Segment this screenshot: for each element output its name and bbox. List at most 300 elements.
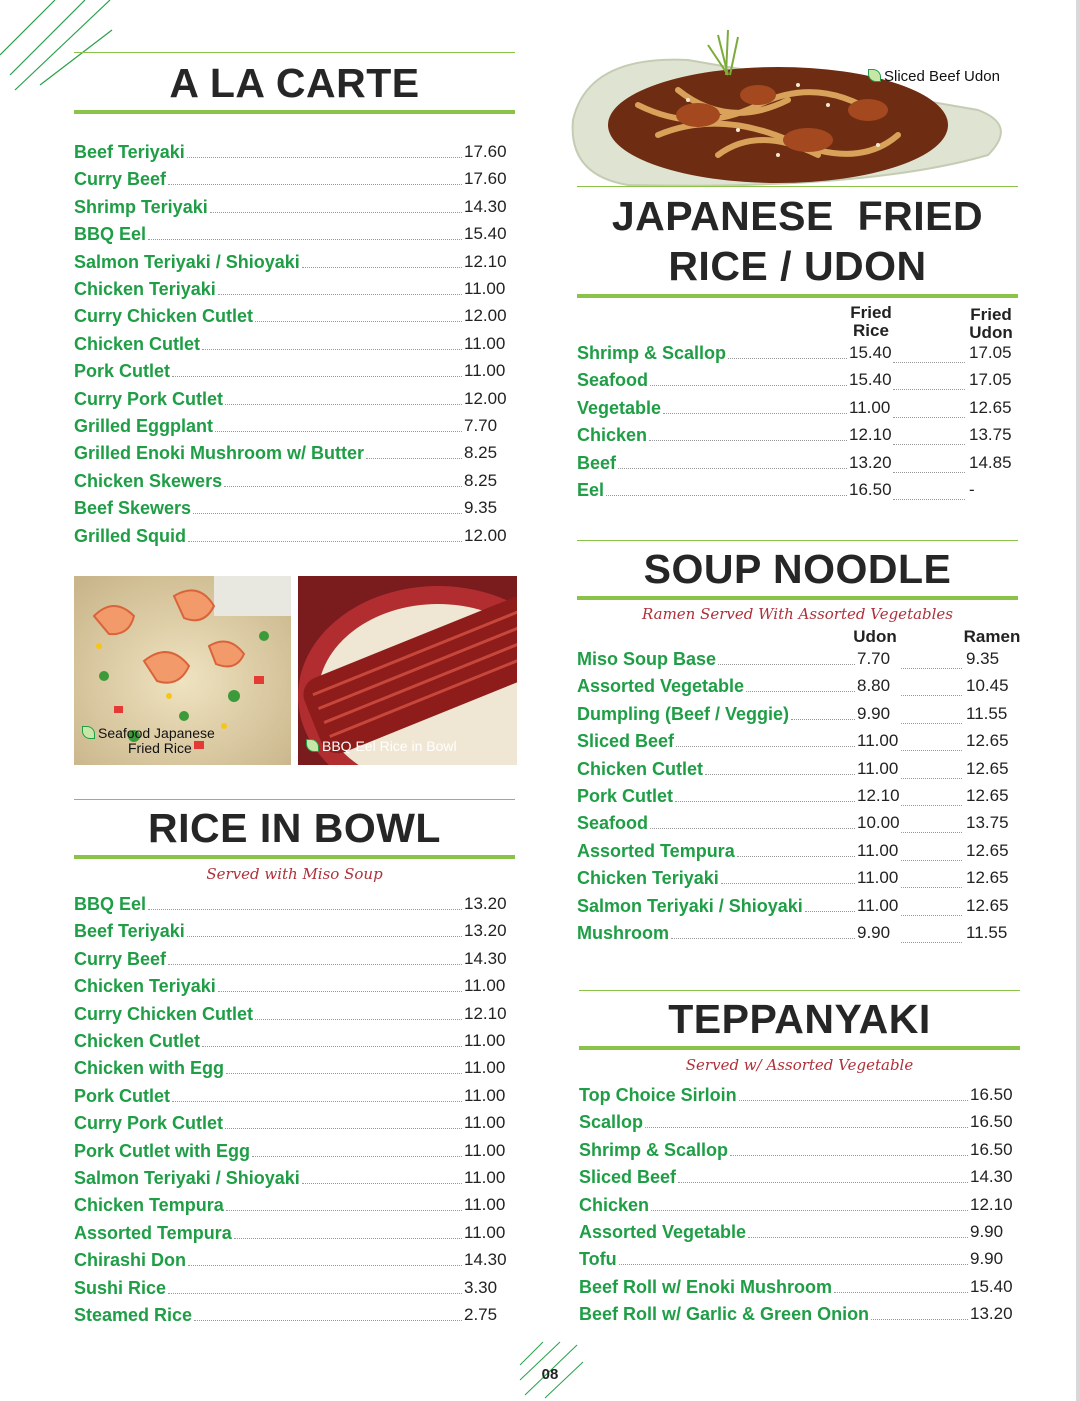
- section-subtitle: Ramen Served With Assorted Vegetables: [641, 605, 954, 624]
- menu-item-price: 14.30: [970, 1167, 1013, 1187]
- menu-item-price: 11.00: [464, 1031, 506, 1050]
- menu-item-name: Chicken Tempura: [74, 1195, 224, 1216]
- menu-item: [577, 370, 1018, 396]
- menu-item-name: Vegetable: [577, 397, 662, 418]
- menu-item: [577, 343, 1018, 369]
- section-top-rule: [74, 799, 515, 800]
- dot-leader: [606, 495, 847, 496]
- menu-item-name: Sushi Rice: [74, 1277, 167, 1298]
- dot-leader: [721, 883, 855, 884]
- section-top-rule: [74, 52, 515, 53]
- menu-item-name: Beef Skewers: [74, 498, 192, 519]
- menu-item-name: Chicken Cutlet: [74, 1031, 201, 1051]
- menu-item-price: 12.65: [966, 868, 1009, 888]
- dot-leader: [893, 362, 965, 363]
- menu-item: [577, 731, 1018, 757]
- section-title: SOUP NOODLE: [643, 546, 952, 592]
- menu-item-name: Beef Teriyaki: [74, 142, 185, 162]
- menu-item-price: 12.65: [966, 731, 1009, 751]
- menu-item: [74, 1168, 515, 1194]
- menu-item-name: Grilled Squid: [74, 525, 187, 546]
- menu-item-name: Salmon Teriyaki / Shioyaki: [74, 1168, 300, 1188]
- fried-rice-udon-section: [577, 186, 1018, 516]
- menu-item-price: 11.00: [464, 333, 506, 353]
- section-top-rule: [579, 990, 1020, 991]
- menu-item-price: 11.55: [966, 923, 1008, 942]
- menu-item: [74, 224, 515, 250]
- menu-item-name: BBQ Eel: [74, 894, 147, 914]
- menu-item: [74, 1223, 515, 1249]
- photo-caption: [868, 69, 1000, 84]
- dot-leader: [187, 936, 462, 937]
- dot-leader: [901, 832, 962, 833]
- menu-item: [74, 526, 515, 552]
- section-title: TEPPANYAKI: [668, 996, 931, 1042]
- dot-leader: [893, 417, 965, 418]
- dot-leader: [901, 887, 962, 888]
- rice-in-bowl-section: [74, 799, 515, 1339]
- menu-item: [74, 976, 515, 1002]
- title-line: RICE / UDON: [668, 243, 927, 289]
- menu-item-name: Chicken Skewers: [74, 470, 223, 491]
- dot-leader: [901, 695, 962, 696]
- menu-item-name: Scallop: [579, 1112, 644, 1133]
- menu-item-name: Shrimp & Scallop: [579, 1139, 729, 1160]
- menu-item-price: 16.50: [970, 1112, 1013, 1132]
- menu-item-price: 16.50: [970, 1085, 1013, 1104]
- menu-item-price: 12.10: [464, 1003, 507, 1023]
- title-line: JAPANESE FRIED: [611, 193, 984, 239]
- dot-leader: [187, 157, 462, 158]
- menu-item-price: 16.50: [970, 1139, 1013, 1159]
- udon-illustration: [568, 15, 1018, 187]
- menu-item-name: Assorted Tempura: [74, 1222, 232, 1243]
- dot-leader: [871, 1319, 968, 1320]
- photo-caption: [306, 739, 457, 754]
- dot-leader: [718, 664, 855, 665]
- menu-item-name: Curry Beef: [74, 169, 167, 190]
- menu-item: [579, 1140, 1020, 1166]
- dot-leader: [748, 1237, 968, 1238]
- menu-item-name: Chicken Teriyaki: [577, 868, 719, 889]
- dot-leader: [893, 389, 965, 390]
- menu-item: [577, 896, 1018, 922]
- menu-item-price: 9.90: [970, 1222, 1004, 1241]
- dot-leader: [168, 1293, 462, 1294]
- menu-item-price: -: [969, 480, 975, 499]
- menu-item-price: 17.05: [969, 370, 1012, 390]
- menu-item: [74, 1141, 515, 1167]
- menu-item: [74, 334, 515, 360]
- menu-item: [74, 197, 515, 223]
- menu-item-price: 11.55: [966, 703, 1008, 723]
- menu-item-price: 15.40: [849, 370, 892, 390]
- menu-item: [577, 759, 1018, 785]
- page-number: 08: [541, 1366, 559, 1383]
- dot-leader: [302, 1183, 462, 1184]
- menu-item-price: 17.05: [969, 343, 1012, 362]
- menu-item: [579, 1195, 1020, 1221]
- column-header-fried-udon: [961, 306, 1021, 342]
- menu-item-name: BBQ Eel: [74, 224, 147, 245]
- menu-item: [577, 480, 1018, 506]
- menu-item-name: Shrimp & Scallop: [577, 343, 727, 363]
- menu-item-price: 9.90: [857, 703, 891, 723]
- caption-line: Seafood Japanese: [98, 725, 215, 741]
- menu-item: [74, 949, 515, 975]
- dot-leader: [893, 472, 965, 473]
- menu-item-name: Eel: [577, 480, 605, 500]
- dot-leader: [791, 719, 855, 720]
- menu-item-price: 12.10: [857, 786, 900, 805]
- menu-item-name: Seafood: [577, 813, 649, 834]
- dot-leader: [202, 349, 462, 350]
- section-bottom-rule: [577, 596, 1018, 600]
- menu-item-price: 8.25: [464, 470, 498, 490]
- dot-leader: [893, 444, 965, 445]
- page-edge-shadow: [1076, 0, 1080, 1401]
- menu-item: [74, 252, 515, 278]
- menu-item-price: 13.75: [969, 425, 1012, 445]
- menu-item-price: 11.00: [464, 1058, 506, 1078]
- menu-item: [74, 1250, 515, 1276]
- dot-leader: [675, 801, 855, 802]
- menu-item-name: Curry Chicken Cutlet: [74, 306, 254, 327]
- menu-item-price: 14.85: [969, 452, 1012, 472]
- menu-item-price: 13.20: [970, 1304, 1013, 1324]
- dot-leader: [202, 1046, 462, 1047]
- menu-item: [74, 416, 515, 442]
- section-bottom-rule: [74, 110, 515, 114]
- section-bottom-rule: [74, 855, 515, 859]
- menu-item-price: 17.60: [464, 169, 507, 189]
- header-line: Rice: [853, 321, 889, 340]
- dot-leader: [728, 358, 847, 359]
- menu-item-name: Pork Cutlet: [74, 1085, 171, 1106]
- dot-leader: [172, 1101, 462, 1102]
- dot-leader: [705, 774, 855, 775]
- section-title: A LA CARTE: [169, 60, 420, 106]
- menu-item-name: Sliced Beef: [579, 1167, 677, 1188]
- menu-item-price: 11.00: [464, 1140, 506, 1160]
- dot-leader: [366, 458, 462, 459]
- dot-leader: [168, 964, 462, 965]
- menu-item-price: 8.25: [464, 443, 498, 463]
- menu-item-price: 12.10: [970, 1194, 1013, 1214]
- menu-item-name: Assorted Vegetable: [577, 676, 745, 697]
- menu-item: [579, 1085, 1020, 1111]
- section-title: [577, 191, 1018, 291]
- dot-leader: [901, 942, 962, 943]
- dot-leader: [645, 1127, 968, 1128]
- menu-item: [577, 841, 1018, 867]
- menu-item: [74, 1086, 515, 1112]
- menu-item-price: 12.00: [464, 306, 507, 326]
- menu-item-price: 9.90: [857, 923, 891, 942]
- menu-item-name: Chirashi Don: [74, 1250, 187, 1271]
- teppanyaki-section: [579, 990, 1020, 1335]
- menu-item-name: Chicken Cutlet: [577, 758, 704, 779]
- menu-item: [74, 443, 515, 469]
- section-subtitle: Served with Miso Soup: [206, 865, 383, 884]
- menu-item-name: Chicken with Egg: [74, 1058, 225, 1079]
- menu-item: [74, 1305, 515, 1331]
- menu-item-price: 8.80: [857, 676, 891, 696]
- column-header-fried-rice: [841, 304, 901, 340]
- menu-item-name: Salmon Teriyaki / Shioyaki: [74, 251, 300, 272]
- dot-leader: [650, 385, 847, 386]
- menu-item-name: Pork Cutlet with Egg: [74, 1140, 251, 1161]
- caption-line: BBQ Eel Rice in Bowl: [322, 738, 457, 754]
- menu-item-name: Curry Pork Cutlet: [74, 1113, 224, 1134]
- dot-leader: [218, 991, 462, 992]
- menu-item-price: 12.10: [464, 251, 507, 271]
- dot-leader: [901, 750, 962, 751]
- dot-leader: [225, 1128, 462, 1129]
- menu-item-price: 11.00: [464, 1113, 506, 1133]
- dot-leader: [252, 1156, 462, 1157]
- dot-leader: [226, 1073, 462, 1074]
- dot-leader: [739, 1100, 968, 1101]
- dot-leader: [168, 184, 462, 185]
- soup-noodle-section: [577, 540, 1021, 950]
- menu-item-price: 3.30: [464, 1277, 498, 1297]
- menu-item-price: 11.00: [464, 1222, 506, 1242]
- fried-rice-photo: [74, 576, 291, 765]
- menu-item-price: 12.10: [849, 425, 892, 445]
- dot-leader: [901, 805, 962, 806]
- menu-item: [74, 498, 515, 524]
- menu-item-price: 11.00: [857, 840, 899, 860]
- menu-item-name: Top Choice Sirloin: [579, 1085, 737, 1105]
- menu-item-name: Mushroom: [577, 923, 669, 943]
- dot-leader: [215, 431, 462, 432]
- dot-leader: [225, 404, 462, 405]
- dot-leader: [746, 691, 855, 692]
- menu-item: [577, 398, 1018, 424]
- dot-leader: [148, 909, 462, 910]
- header-line: Fried: [850, 303, 892, 322]
- menu-item-price: 12.65: [966, 840, 1009, 860]
- menu-item: [577, 868, 1018, 894]
- menu-item-name: Grilled Enoki Mushroom w/ Butter: [74, 443, 365, 464]
- menu-item-name: Assorted Tempura: [577, 840, 735, 861]
- dot-leader: [148, 239, 462, 240]
- menu-item: [74, 306, 515, 332]
- menu-item-name: Pork Cutlet: [577, 786, 674, 806]
- menu-item: [74, 1031, 515, 1057]
- menu-item-price: 15.40: [849, 343, 892, 362]
- menu-item-name: Curry Pork Cutlet: [74, 388, 224, 409]
- dot-leader: [210, 212, 462, 213]
- menu-item-price: 15.40: [970, 1276, 1013, 1296]
- dot-leader: [172, 376, 462, 377]
- menu-item: [577, 425, 1018, 451]
- menu-item: [577, 704, 1018, 730]
- menu-item: [579, 1222, 1020, 1248]
- dot-leader: [730, 1155, 968, 1156]
- menu-item-price: 2.75: [464, 1305, 498, 1324]
- menu-item-price: 9.35: [464, 498, 498, 518]
- menu-item: [579, 1304, 1020, 1330]
- menu-item: [577, 923, 1018, 949]
- menu-item: [579, 1249, 1020, 1275]
- bbq-eel-illustration: [298, 576, 517, 765]
- leaf-icon: [868, 69, 881, 82]
- dot-leader: [893, 499, 965, 500]
- menu-item-price: 13.75: [966, 813, 1009, 833]
- dot-leader: [834, 1292, 968, 1293]
- menu-item-price: 11.00: [464, 1085, 506, 1105]
- menu-item-price: 9.35: [966, 649, 1000, 668]
- menu-item: [74, 1278, 515, 1304]
- column-header-ramen: Ramen: [963, 627, 1021, 646]
- menu-item-price: 11.00: [857, 758, 899, 778]
- menu-item-name: Sliced Beef: [577, 731, 675, 752]
- menu-item: [74, 1058, 515, 1084]
- menu-item: [74, 894, 515, 920]
- menu-item-name: Grilled Eggplant: [74, 416, 214, 436]
- dot-leader: [188, 1265, 462, 1266]
- dot-leader: [737, 856, 855, 857]
- dot-leader: [193, 513, 462, 514]
- menu-item-price: 11.00: [857, 895, 899, 915]
- menu-item: [577, 649, 1018, 675]
- menu-item-price: 10.45: [966, 676, 1009, 696]
- menu-item-price: 10.00: [857, 813, 900, 833]
- menu-item-name: Chicken Teriyaki: [74, 976, 216, 997]
- menu-item: [74, 389, 515, 415]
- menu-item-name: Beef: [577, 452, 617, 473]
- menu-item-price: 12.00: [464, 388, 507, 408]
- menu-item-price: 11.00: [464, 1168, 506, 1187]
- menu-item-price: 11.00: [857, 868, 899, 888]
- menu-item: [579, 1167, 1020, 1193]
- dot-leader: [255, 321, 462, 322]
- menu-item: [74, 279, 515, 305]
- dot-leader: [650, 828, 855, 829]
- section-top-rule: [577, 186, 1018, 187]
- dot-leader: [302, 267, 462, 268]
- dot-leader: [651, 1210, 968, 1211]
- menu-item-price: 7.70: [857, 649, 891, 668]
- dot-leader: [218, 294, 462, 295]
- menu-item: [577, 453, 1018, 479]
- dot-leader: [901, 723, 962, 724]
- menu-item-price: 13.20: [464, 894, 507, 913]
- menu-item: [579, 1112, 1020, 1138]
- section-bottom-rule: [577, 294, 1018, 298]
- menu-item-price: 16.50: [849, 480, 892, 499]
- menu-item: [74, 1113, 515, 1139]
- menu-item-price: 11.00: [464, 976, 506, 996]
- section-top-rule: [577, 540, 1018, 541]
- menu-item-price: 9.90: [970, 1249, 1004, 1269]
- menu-item-price: 13.20: [849, 452, 892, 472]
- column-header-udon: Udon: [853, 627, 897, 646]
- dot-leader: [649, 440, 847, 441]
- menu-item: [74, 471, 515, 497]
- dot-leader: [671, 938, 855, 939]
- section-bottom-rule: [579, 1046, 1020, 1050]
- dot-leader: [901, 915, 962, 916]
- dot-leader: [255, 1019, 462, 1020]
- menu-item-name: Beef Roll w/ Garlic & Green Onion: [579, 1304, 870, 1325]
- menu-item-price: 12.65: [966, 758, 1009, 778]
- menu-item-name: Dumpling (Beef / Veggie): [577, 703, 790, 724]
- menu-item-price: 14.30: [464, 1250, 507, 1270]
- menu-item: [74, 1004, 515, 1030]
- menu-item-name: Curry Beef: [74, 948, 167, 969]
- dot-leader: [619, 1264, 968, 1265]
- section-title: RICE IN BOWL: [148, 805, 441, 851]
- menu-item-name: Tofu: [579, 1249, 617, 1270]
- menu-item: [577, 786, 1018, 812]
- menu-item-price: 7.70: [464, 416, 498, 435]
- dot-leader: [676, 746, 855, 747]
- menu-item: [577, 676, 1018, 702]
- menu-item-name: Beef Teriyaki: [74, 921, 185, 942]
- menu-item-price: 11.00: [849, 397, 891, 417]
- menu-item: [74, 169, 515, 195]
- menu-item-name: Chicken: [579, 1194, 650, 1215]
- menu-item-price: 12.65: [966, 786, 1009, 805]
- dot-leader: [901, 668, 962, 669]
- menu-item-price: 14.30: [464, 948, 507, 968]
- caption-line: Sliced Beef Udon: [884, 68, 1000, 85]
- menu-item: [74, 361, 515, 387]
- section-subtitle: Served w/ Assorted Vegetable: [685, 1056, 914, 1075]
- menu-item-price: 14.30: [464, 196, 507, 216]
- photo-caption: [82, 726, 232, 756]
- menu-item-price: 12.00: [464, 525, 507, 545]
- dot-leader: [805, 911, 855, 912]
- bbq-eel-photo: [298, 576, 517, 765]
- menu-item-price: 12.65: [966, 895, 1009, 915]
- menu-item-name: Chicken Teriyaki: [74, 279, 216, 299]
- dot-leader: [234, 1238, 462, 1239]
- menu-item: [74, 921, 515, 947]
- dot-leader: [226, 1210, 462, 1211]
- header-line: Fried: [970, 305, 1012, 324]
- dot-leader: [618, 468, 847, 469]
- menu-item-price: 11.00: [464, 1195, 506, 1215]
- menu-item-price: 11.00: [857, 731, 899, 751]
- sliced-beef-udon-photo: [568, 15, 1018, 187]
- menu-item-price: 11.00: [464, 279, 506, 298]
- menu-item-price: 11.00: [464, 361, 506, 381]
- menu-item-name: Beef Roll w/ Enoki Mushroom: [579, 1276, 833, 1297]
- dot-leader: [663, 413, 847, 414]
- dot-leader: [224, 486, 462, 487]
- menu-item: [579, 1277, 1020, 1303]
- a-la-carte-section: [74, 52, 515, 552]
- dot-leader: [901, 778, 962, 779]
- menu-item-name: Chicken: [577, 425, 648, 446]
- menu-item-price: 15.40: [464, 224, 507, 244]
- menu-item: [74, 1195, 515, 1221]
- dot-leader: [194, 1320, 462, 1321]
- dot-leader: [678, 1182, 968, 1183]
- leaf-icon: [82, 726, 95, 739]
- menu-item-price: 13.20: [464, 921, 507, 941]
- menu-item: [577, 813, 1018, 839]
- leaf-icon: [306, 739, 319, 752]
- menu-item-price: 17.60: [464, 142, 507, 161]
- menu-item-name: Pork Cutlet: [74, 361, 171, 382]
- menu-item-price: 12.65: [969, 397, 1012, 417]
- dot-leader: [188, 541, 462, 542]
